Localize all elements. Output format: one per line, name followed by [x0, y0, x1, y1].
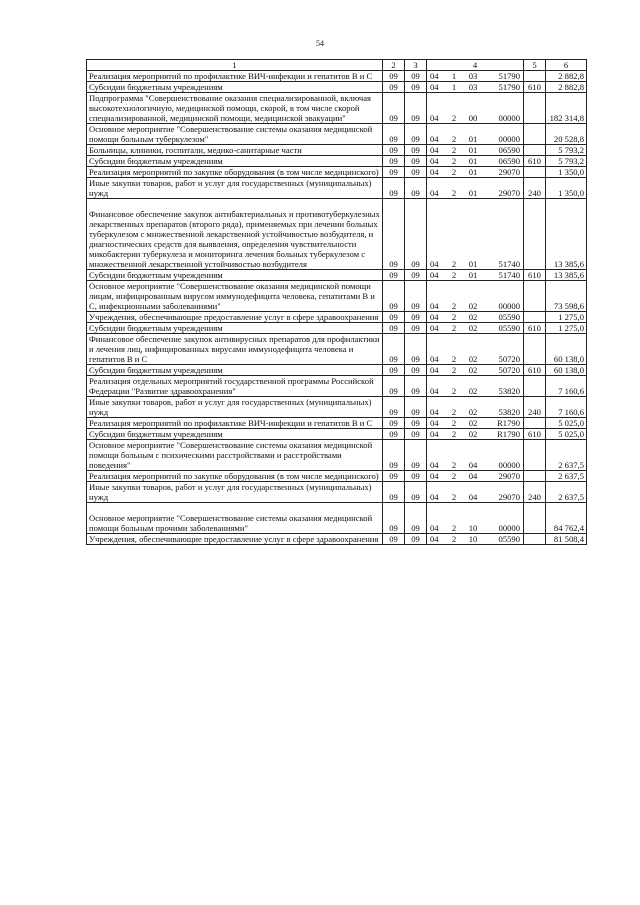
header-cell-5: 5	[524, 60, 546, 71]
target-code-part: 04	[430, 418, 439, 428]
row-target-code-cell	[427, 93, 524, 124]
target-code-part: 51740	[498, 259, 520, 269]
target-code	[429, 113, 521, 123]
table-row	[87, 199, 587, 270]
target-code-part: 2	[451, 167, 457, 177]
table-row	[87, 71, 587, 82]
target-code-part: 2	[451, 365, 457, 375]
row-expense-type-cell: 240	[524, 482, 546, 503]
row-target-code-cell	[427, 376, 524, 397]
table-row	[87, 145, 587, 156]
row-section-cell: 09	[383, 440, 405, 471]
target-code-part: 2	[451, 312, 457, 322]
target-code-part: 2	[451, 113, 457, 123]
target-code-part: 2	[451, 492, 457, 502]
row-amount-cell: 60 138,0	[546, 334, 587, 365]
table-row	[87, 167, 587, 178]
row-amount-cell: 2 637,5	[546, 482, 587, 503]
target-code-part: 04	[430, 534, 439, 544]
row-name-cell: Субсидии бюджетным учреждениям	[87, 82, 383, 93]
target-code-part: 04	[430, 188, 439, 198]
target-code	[429, 270, 521, 280]
row-subsection-cell: 09	[405, 281, 427, 312]
row-expense-type-cell	[524, 199, 546, 270]
target-code-part: 51740	[498, 270, 520, 280]
target-code	[429, 301, 521, 311]
target-code-part: 04	[468, 471, 478, 481]
row-expense-type-cell	[524, 167, 546, 178]
table-row	[87, 429, 587, 440]
target-code-part: 04	[430, 460, 439, 470]
row-amount-cell: 182 314,8	[546, 93, 587, 124]
row-amount-cell: 2 882,8	[546, 82, 587, 93]
target-code-part: 29070	[498, 167, 520, 177]
target-code-part: 02	[468, 323, 478, 333]
target-code-part: 2	[451, 460, 457, 470]
target-code	[429, 188, 521, 198]
table-row	[87, 471, 587, 482]
target-code-part: 53820	[498, 407, 520, 417]
target-code-part: 01	[468, 167, 478, 177]
row-section-cell: 09	[383, 334, 405, 365]
row-subsection-cell: 09	[405, 178, 427, 199]
row-amount-cell: 73 598,6	[546, 281, 587, 312]
table-row	[87, 270, 587, 281]
row-section-cell: 09	[383, 281, 405, 312]
row-expense-type-cell	[524, 418, 546, 429]
target-code-part: 03	[468, 82, 478, 92]
target-code	[429, 323, 521, 333]
row-subsection-cell: 09	[405, 376, 427, 397]
target-code-part: 04	[430, 312, 439, 322]
target-code-part: 02	[468, 365, 478, 375]
row-name-cell: Основное мероприятие "Совершенствование оказания медицинской помощи лицам, инфицированным вирусом иммунодефицита человека, гепатитами В и С, инфекционными заболеваниями"	[87, 281, 383, 312]
row-section-cell: 09	[383, 503, 405, 534]
target-code-part: 2	[451, 471, 457, 481]
row-amount-cell: 7 160,6	[546, 397, 587, 418]
row-name-cell: Иные закупки товаров, работ и услуг для государственных (муниципальных) нужд	[87, 397, 383, 418]
row-name-cell: Субсидии бюджетным учреждениям	[87, 156, 383, 167]
row-section-cell: 09	[383, 124, 405, 145]
target-code	[429, 71, 521, 81]
target-code-part: 1	[451, 71, 457, 81]
row-section-cell: 09	[383, 93, 405, 124]
row-name-cell: Субсидии бюджетным учреждениям	[87, 323, 383, 334]
target-code-part: 02	[468, 354, 478, 364]
row-section-cell: 09	[383, 376, 405, 397]
target-code-part: 00000	[498, 113, 520, 123]
row-expense-type-cell: 240	[524, 397, 546, 418]
row-section-cell: 09	[383, 156, 405, 167]
row-target-code-cell	[427, 312, 524, 323]
table-row	[87, 503, 587, 534]
row-name-cell: Учреждения, обеспечивающие предоставление услуг в сфере здравоохранения	[87, 534, 383, 545]
target-code-part: 2	[451, 156, 457, 166]
row-target-code-cell	[427, 71, 524, 82]
target-code-part: 00	[468, 113, 478, 123]
row-subsection-cell: 09	[405, 312, 427, 323]
target-code-part: 04	[430, 167, 439, 177]
target-code-part: 04	[430, 365, 439, 375]
row-section-cell: 09	[383, 365, 405, 376]
row-section-cell: 09	[383, 199, 405, 270]
row-subsection-cell: 09	[405, 471, 427, 482]
target-code	[429, 407, 521, 417]
target-code-part: R1790	[497, 418, 520, 428]
row-amount-cell: 1 350,0	[546, 167, 587, 178]
row-name-cell: Реализация мероприятий по закупке оборудования (в том числе медицинского)	[87, 167, 383, 178]
row-expense-type-cell: 610	[524, 270, 546, 281]
target-code-part: 2	[451, 270, 457, 280]
target-code-part: 50720	[498, 365, 520, 375]
row-amount-cell: 7 160,6	[546, 376, 587, 397]
row-name-cell: Основное мероприятие "Совершенствование системы оказания медицинской помощи больным с психическими расстройствами и расстройствами поведения"	[87, 440, 383, 471]
row-name-cell: Подпрограмма "Совершенствование оказания специализированной, включая высокотехнологичную, медицинской помощи, скорой, в том числе скорой специализированной, медицинской помощи, медицинской эвакуации"	[87, 93, 383, 124]
row-amount-cell: 2 882,8	[546, 71, 587, 82]
table-row	[87, 482, 587, 503]
table-row	[87, 281, 587, 312]
header-cell-4: 4	[427, 60, 524, 71]
budget-table-container	[86, 59, 586, 545]
target-code	[429, 460, 521, 470]
row-amount-cell: 5 025,0	[546, 429, 587, 440]
row-section-cell: 09	[383, 71, 405, 82]
table-row	[87, 397, 587, 418]
row-section-cell: 09	[383, 312, 405, 323]
table-row	[87, 312, 587, 323]
row-expense-type-cell: 610	[524, 429, 546, 440]
row-section-cell: 09	[383, 534, 405, 545]
target-code-part: 2	[451, 523, 457, 533]
target-code-part: 01	[468, 259, 478, 269]
target-code-part: 04	[468, 492, 478, 502]
row-target-code-cell	[427, 323, 524, 334]
target-code-part: 51790	[498, 71, 520, 81]
target-code-part: 02	[468, 301, 478, 311]
target-code-part: 04	[430, 156, 439, 166]
row-target-code-cell	[427, 397, 524, 418]
row-target-code-cell	[427, 145, 524, 156]
target-code	[429, 523, 521, 533]
target-code-part: 29070	[498, 471, 520, 481]
row-expense-type-cell	[524, 440, 546, 471]
target-code-part: 29070	[498, 188, 520, 198]
target-code-part: 05590	[498, 312, 520, 322]
row-target-code-cell	[427, 440, 524, 471]
row-subsection-cell: 09	[405, 323, 427, 334]
target-code	[429, 534, 521, 544]
row-target-code-cell	[427, 167, 524, 178]
target-code-part: R1790	[497, 429, 520, 439]
target-code-part: 04	[430, 492, 439, 502]
row-name-cell: Иные закупки товаров, работ и услуг для государственных (муниципальных) нужд	[87, 482, 383, 503]
row-expense-type-cell	[524, 145, 546, 156]
target-code-part: 05590	[498, 534, 520, 544]
target-code-part: 2	[451, 188, 457, 198]
row-expense-type-cell	[524, 93, 546, 124]
row-subsection-cell: 09	[405, 124, 427, 145]
row-expense-type-cell	[524, 334, 546, 365]
row-target-code-cell	[427, 429, 524, 440]
target-code-part: 02	[468, 386, 478, 396]
target-code-part: 2	[451, 301, 457, 311]
row-target-code-cell	[427, 471, 524, 482]
row-name-cell: Субсидии бюджетным учреждениям	[87, 365, 383, 376]
row-name-cell: Иные закупки товаров, работ и услуг для государственных (муниципальных) нужд	[87, 178, 383, 199]
target-code-part: 00000	[498, 301, 520, 311]
target-code-part: 01	[468, 156, 478, 166]
target-code-part: 04	[430, 354, 439, 364]
target-code	[429, 418, 521, 428]
target-code	[429, 167, 521, 177]
target-code	[429, 156, 521, 166]
row-subsection-cell: 09	[405, 429, 427, 440]
row-section-cell: 09	[383, 178, 405, 199]
row-subsection-cell: 09	[405, 397, 427, 418]
row-amount-cell: 20 528,8	[546, 124, 587, 145]
row-expense-type-cell	[524, 312, 546, 323]
row-expense-type-cell	[524, 281, 546, 312]
row-subsection-cell: 09	[405, 82, 427, 93]
target-code-part: 04	[430, 429, 439, 439]
table-row	[87, 124, 587, 145]
row-name-cell: Реализация мероприятий по профилактике ВИЧ-инфекции и гепатитов В и С	[87, 71, 383, 82]
row-name-cell: Реализация мероприятий по профилактике ВИЧ-инфекции и гепатитов В и С	[87, 418, 383, 429]
target-code-part: 04	[430, 323, 439, 333]
row-expense-type-cell: 240	[524, 178, 546, 199]
target-code-part: 10	[468, 523, 478, 533]
table-row	[87, 418, 587, 429]
row-subsection-cell: 09	[405, 334, 427, 365]
row-target-code-cell	[427, 156, 524, 167]
row-expense-type-cell	[524, 71, 546, 82]
row-subsection-cell: 09	[405, 440, 427, 471]
row-target-code-cell	[427, 124, 524, 145]
table-row	[87, 365, 587, 376]
target-code	[429, 82, 521, 92]
target-code-part: 00000	[498, 460, 520, 470]
table-row	[87, 376, 587, 397]
target-code-part: 04	[430, 471, 439, 481]
row-target-code-cell	[427, 418, 524, 429]
target-code-part: 04	[430, 71, 439, 81]
row-section-cell: 09	[383, 323, 405, 334]
target-code-part: 2	[451, 145, 457, 155]
row-target-code-cell	[427, 270, 524, 281]
header-cell-1: 1	[87, 60, 383, 71]
row-name-cell: Реализация мероприятий по закупке оборудования (в том числе медицинского)	[87, 471, 383, 482]
budget-table	[86, 59, 587, 545]
row-expense-type-cell	[524, 124, 546, 145]
row-expense-type-cell: 610	[524, 156, 546, 167]
row-subsection-cell: 09	[405, 167, 427, 178]
row-target-code-cell	[427, 534, 524, 545]
row-amount-cell: 60 138,0	[546, 365, 587, 376]
row-expense-type-cell	[524, 534, 546, 545]
row-target-code-cell	[427, 199, 524, 270]
row-subsection-cell: 09	[405, 199, 427, 270]
target-code-part: 10	[468, 534, 478, 544]
target-code-part: 29070	[498, 492, 520, 502]
target-code-part: 04	[430, 270, 439, 280]
target-code-part: 2	[451, 354, 457, 364]
row-amount-cell: 2 637,5	[546, 471, 587, 482]
page-number: 54	[316, 39, 324, 48]
target-code	[429, 145, 521, 155]
target-code-part: 01	[468, 270, 478, 280]
target-code-part: 01	[468, 188, 478, 198]
target-code-part: 04	[430, 134, 439, 144]
target-code-part: 53820	[498, 386, 520, 396]
target-code-part: 04	[430, 386, 439, 396]
row-subsection-cell: 09	[405, 93, 427, 124]
target-code-part: 04	[430, 113, 439, 123]
row-subsection-cell: 09	[405, 71, 427, 82]
target-code-part: 06590	[498, 145, 520, 155]
target-code-part: 02	[468, 418, 478, 428]
row-name-cell: Основное мероприятие "Совершенствование системы оказания медицинской помощи больным прочими заболеваниями"	[87, 503, 383, 534]
row-expense-type-cell	[524, 376, 546, 397]
row-expense-type-cell	[524, 503, 546, 534]
row-amount-cell: 5 793,2	[546, 145, 587, 156]
row-subsection-cell: 09	[405, 365, 427, 376]
target-code-part: 03	[468, 71, 478, 81]
table-header-row	[87, 60, 587, 71]
row-target-code-cell	[427, 365, 524, 376]
target-code-part: 04	[468, 460, 478, 470]
row-section-cell: 09	[383, 82, 405, 93]
target-code-part: 02	[468, 312, 478, 322]
header-cell-6: 6	[546, 60, 587, 71]
target-code-part: 2	[451, 323, 457, 333]
target-code-part: 04	[430, 301, 439, 311]
row-subsection-cell: 09	[405, 482, 427, 503]
row-amount-cell: 1 275,0	[546, 323, 587, 334]
row-expense-type-cell: 610	[524, 365, 546, 376]
target-code-part: 2	[451, 407, 457, 417]
row-name-cell: Больницы, клиники, госпитали, медико-санитарные части	[87, 145, 383, 156]
row-name-cell: Учреждения, обеспечивающие предоставление услуг в сфере здравоохранения	[87, 312, 383, 323]
row-subsection-cell: 09	[405, 156, 427, 167]
row-section-cell: 09	[383, 397, 405, 418]
row-name-cell: Реализация отдельных мероприятий государственной программы Российской Федерации "Развитие здравоохранения"	[87, 376, 383, 397]
target-code-part: 51790	[498, 82, 520, 92]
target-code-part: 01	[468, 134, 478, 144]
row-name-cell: Субсидии бюджетным учреждениям	[87, 429, 383, 440]
target-code-part: 2	[451, 386, 457, 396]
row-target-code-cell	[427, 82, 524, 93]
target-code-part: 04	[430, 259, 439, 269]
target-code	[429, 365, 521, 375]
row-section-cell: 09	[383, 471, 405, 482]
header-cell-2: 2	[383, 60, 405, 71]
row-target-code-cell	[427, 281, 524, 312]
header-cell-3: 3	[405, 60, 427, 71]
target-code-part: 02	[468, 429, 478, 439]
target-code-part: 00000	[498, 134, 520, 144]
target-code	[429, 259, 521, 269]
table-row	[87, 334, 587, 365]
row-name-cell: Субсидии бюджетным учреждениям	[87, 270, 383, 281]
table-row	[87, 93, 587, 124]
row-target-code-cell	[427, 178, 524, 199]
target-code-part: 04	[430, 523, 439, 533]
target-code-part: 04	[430, 407, 439, 417]
target-code	[429, 492, 521, 502]
row-subsection-cell: 09	[405, 503, 427, 534]
row-amount-cell: 2 637,5	[546, 440, 587, 471]
row-amount-cell: 84 762,4	[546, 503, 587, 534]
target-code	[429, 386, 521, 396]
row-subsection-cell: 09	[405, 534, 427, 545]
row-target-code-cell	[427, 482, 524, 503]
target-code	[429, 134, 521, 144]
target-code-part: 1	[451, 82, 457, 92]
target-code-part: 00000	[498, 523, 520, 533]
row-amount-cell: 81 508,4	[546, 534, 587, 545]
row-subsection-cell: 09	[405, 418, 427, 429]
target-code-part: 06590	[498, 156, 520, 166]
row-section-cell: 09	[383, 429, 405, 440]
table-row	[87, 440, 587, 471]
target-code-part: 2	[451, 429, 457, 439]
row-section-cell: 09	[383, 418, 405, 429]
table-row	[87, 156, 587, 167]
target-code-part: 02	[468, 407, 478, 417]
row-subsection-cell: 09	[405, 145, 427, 156]
row-section-cell: 09	[383, 270, 405, 281]
target-code-part: 2	[451, 418, 457, 428]
target-code	[429, 354, 521, 364]
row-amount-cell: 1 350,0	[546, 178, 587, 199]
target-code-part: 05590	[498, 323, 520, 333]
row-target-code-cell	[427, 503, 524, 534]
row-section-cell: 09	[383, 167, 405, 178]
table-body	[87, 71, 587, 545]
target-code-part: 2	[451, 134, 457, 144]
target-code-part: 01	[468, 145, 478, 155]
table-row	[87, 178, 587, 199]
target-code-part: 2	[451, 534, 457, 544]
target-code-part: 50720	[498, 354, 520, 364]
target-code-part: 04	[430, 82, 439, 92]
row-section-cell: 09	[383, 482, 405, 503]
row-amount-cell: 13 385,6	[546, 199, 587, 270]
row-target-code-cell	[427, 334, 524, 365]
target-code	[429, 429, 521, 439]
row-amount-cell: 5 793,2	[546, 156, 587, 167]
target-code	[429, 312, 521, 322]
row-expense-type-cell	[524, 471, 546, 482]
row-name-cell: Финансовое обеспечение закупок антибактериальных и противотуберкулезных лекарственных препаратов (второго ряда), применяемых при лечении больных туберкулезом с множественной лекарственной устойчивостью возбудителя, и диагностических средств для выявления, определения чувствительности микобактерии туберкулеза и мониторинга лечения больных туберкулезом с множественной лекарственной устойчивостью возбудителя	[87, 199, 383, 270]
table-row	[87, 82, 587, 93]
row-expense-type-cell: 610	[524, 82, 546, 93]
target-code	[429, 471, 521, 481]
target-code-part: 04	[430, 145, 439, 155]
row-amount-cell: 5 025,0	[546, 418, 587, 429]
table-row	[87, 534, 587, 545]
table-row	[87, 323, 587, 334]
row-name-cell: Финансовое обеспечение закупок антивирусных препаратов для профилактики и лечения лиц, инфицированных вирусами иммунодефицита человека и гепатитов В и С	[87, 334, 383, 365]
row-amount-cell: 13 385,6	[546, 270, 587, 281]
row-subsection-cell: 09	[405, 270, 427, 281]
target-code-part: 2	[451, 259, 457, 269]
row-expense-type-cell: 610	[524, 323, 546, 334]
row-name-cell: Основное мероприятие "Совершенствование системы оказания медицинской помощи больным туберкулезом"	[87, 124, 383, 145]
row-section-cell: 09	[383, 145, 405, 156]
row-amount-cell: 1 275,0	[546, 312, 587, 323]
